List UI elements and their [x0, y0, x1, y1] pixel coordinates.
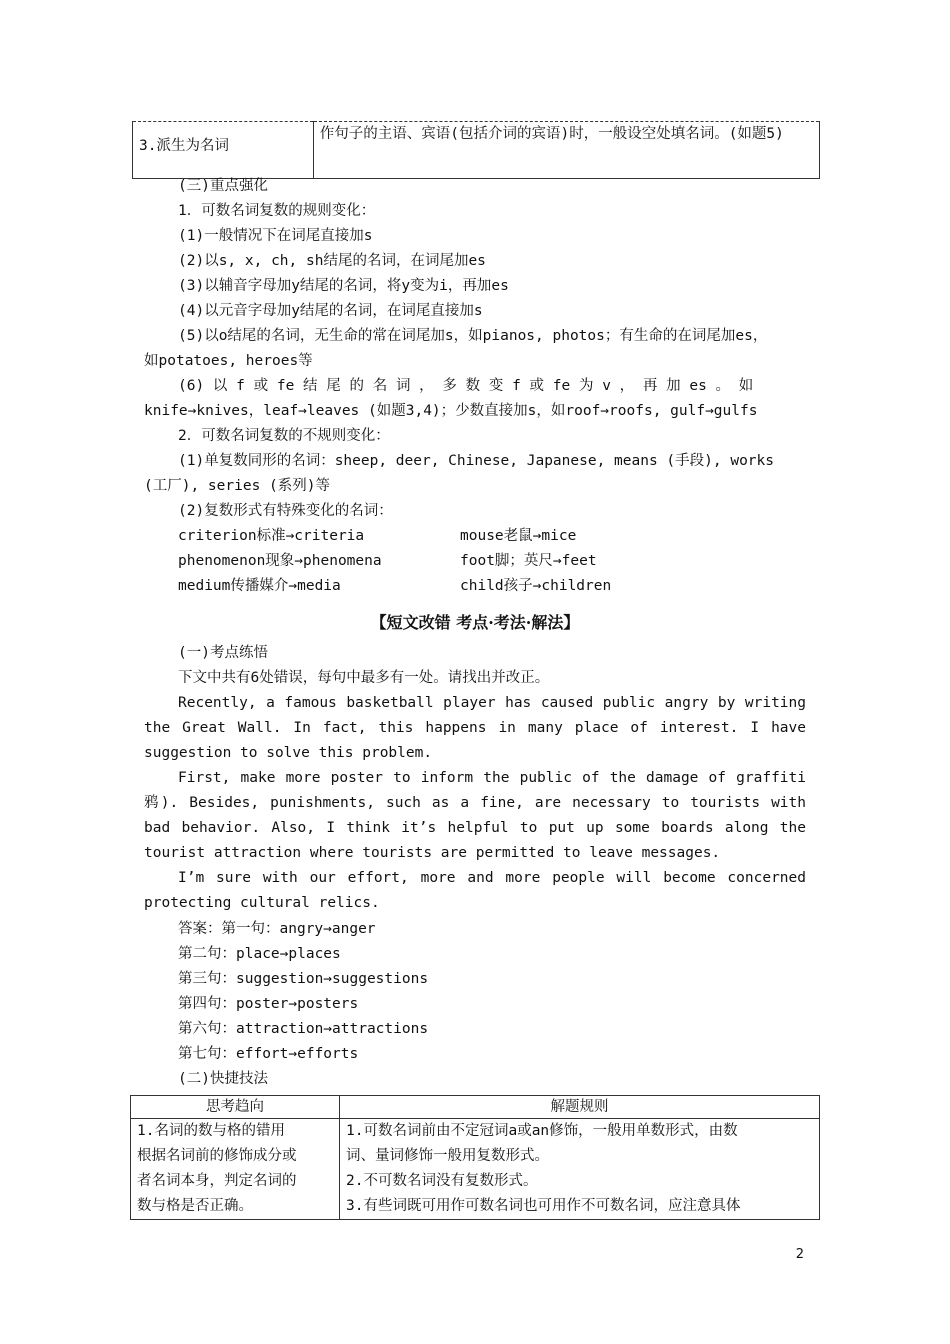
cell-line: 者名词本身，判定名词的	[137, 1173, 297, 1189]
rule-item: (工厂), series (系列)等	[144, 478, 330, 494]
rule-item: (5)以o结尾的名词，无生命的常在词尾加s，如pianos, photos；有生命的在词尾加es，	[178, 328, 768, 344]
rule-item: (2)以s, x, ch, sh结尾的名词，在词尾加es	[178, 253, 486, 269]
passage-line: tourist attraction where tourists are permitted to leave messages.	[144, 845, 721, 861]
special-pair-left: medium传播媒介→media	[178, 578, 341, 594]
cell-line: 3.有些词既可用作可数名词也可用作不可数名词，应注意具体	[346, 1198, 741, 1214]
answer-line: 第三句：suggestion→suggestions	[178, 971, 429, 987]
special-pair-right: child孩子→children	[460, 578, 612, 594]
section-title: (一)考点练悟	[178, 645, 268, 661]
answer-line: 第七句：effort→efforts	[178, 1046, 359, 1062]
table-cell-left	[131, 1119, 340, 1220]
rule-title: 1．可数名词复数的规则变化：	[178, 203, 376, 219]
special-pair-left: criterion标准→criteria	[178, 528, 365, 544]
table-header-right: 解题规则	[340, 1096, 820, 1119]
passage-line: First, make more poster to inform the public of the damage of graffiti	[178, 770, 806, 786]
table-cell-right: 作句子的主语、宾语(包括介词的宾语)时，一般设空处填名词。(如题5)	[313, 122, 819, 179]
table-header-left: 思考趋向	[131, 1096, 340, 1119]
section-title: (二)快捷技法	[178, 1071, 268, 1087]
technique-table	[130, 1095, 820, 1220]
rule-item: (1)一般情况下在词尾直接加s	[178, 228, 373, 244]
rule-title: 2．可数名词复数的不规则变化：	[178, 428, 390, 444]
special-pair-right: foot脚；英尺→feet	[460, 553, 597, 569]
rule-item: knife→knives，leaf→leaves (如题3,4)；少数直接加s，如roof→roofs, gulf→gulfs	[144, 403, 758, 419]
rule-item: (6) 以 f 或 fe 结 尾 的 名 词 ， 多 数 变 f 或 fe 为 v ， 再 加 es 。 如	[178, 378, 754, 394]
instruction: 下文中共有6处错误，每句中最多有一处。请找出并改正。	[178, 670, 550, 686]
passage-line: Recently, a famous basketball player has caused public angry by writing	[178, 695, 806, 711]
section-title: (三)重点强化	[178, 178, 268, 194]
special-pair-right: mouse老鼠→mice	[460, 528, 577, 544]
cell-line: 2.不可数名词没有复数形式。	[346, 1173, 538, 1189]
answer-line: 第四句：poster→posters	[178, 996, 359, 1012]
cell-line: 1.可数名词前由不定冠词a或an修饰，一般用单数形式，由数	[346, 1123, 738, 1139]
passage-line: I’m sure with our effort, more and more people will become concerned	[178, 870, 806, 886]
rule-item: 如potatoes, heroes等	[144, 353, 313, 369]
passage-line: suggestion to solve this problem.	[144, 745, 433, 761]
cell-line: 词、量词修饰一般用复数形式。	[346, 1148, 549, 1164]
passage-line: the Great Wall. In fact, this happens in many place of interest. I have	[144, 720, 806, 736]
special-pair-left: phenomenon现象→phenomena	[178, 553, 382, 569]
rule-item: (1)单复数同形的名词：sheep, deer, Chinese, Japanese, means (手段), works	[178, 453, 774, 469]
passage-line: 鸦). Besides, punishments, such as a fine, are necessary to tourists with	[144, 795, 806, 811]
derivation-table	[132, 121, 820, 179]
passage-line: protecting cultural relics.	[144, 895, 380, 911]
passage-line: bad behavior. Also, I think it’s helpful to put up some boards along the	[144, 820, 806, 836]
cell-line: 1.名词的数与格的错用	[137, 1123, 285, 1139]
table-cell-left: 3.派生为名词	[133, 122, 314, 179]
section-heading: 【短文改错 考点·考法·解法】	[370, 613, 580, 632]
answer-line: 第六句：attraction→attractions	[178, 1021, 429, 1037]
rule-item: (3)以辅音字母加y结尾的名词，将y变为i，再加es	[178, 278, 509, 294]
table-cell-right	[340, 1119, 820, 1220]
cell-line: 数与格是否正确。	[137, 1198, 253, 1214]
answer-line: 答案：第一句：angry→anger	[178, 921, 376, 937]
page-number: 2	[795, 1247, 804, 1262]
rule-item: (4)以元音字母加y结尾的名词，在词尾直接加s	[178, 303, 483, 319]
rule-item: (2)复数形式有特殊变化的名词：	[178, 503, 393, 519]
answer-line: 第二句：place→places	[178, 946, 341, 962]
cell-line: 根据名词前的修饰成分或	[137, 1148, 297, 1164]
